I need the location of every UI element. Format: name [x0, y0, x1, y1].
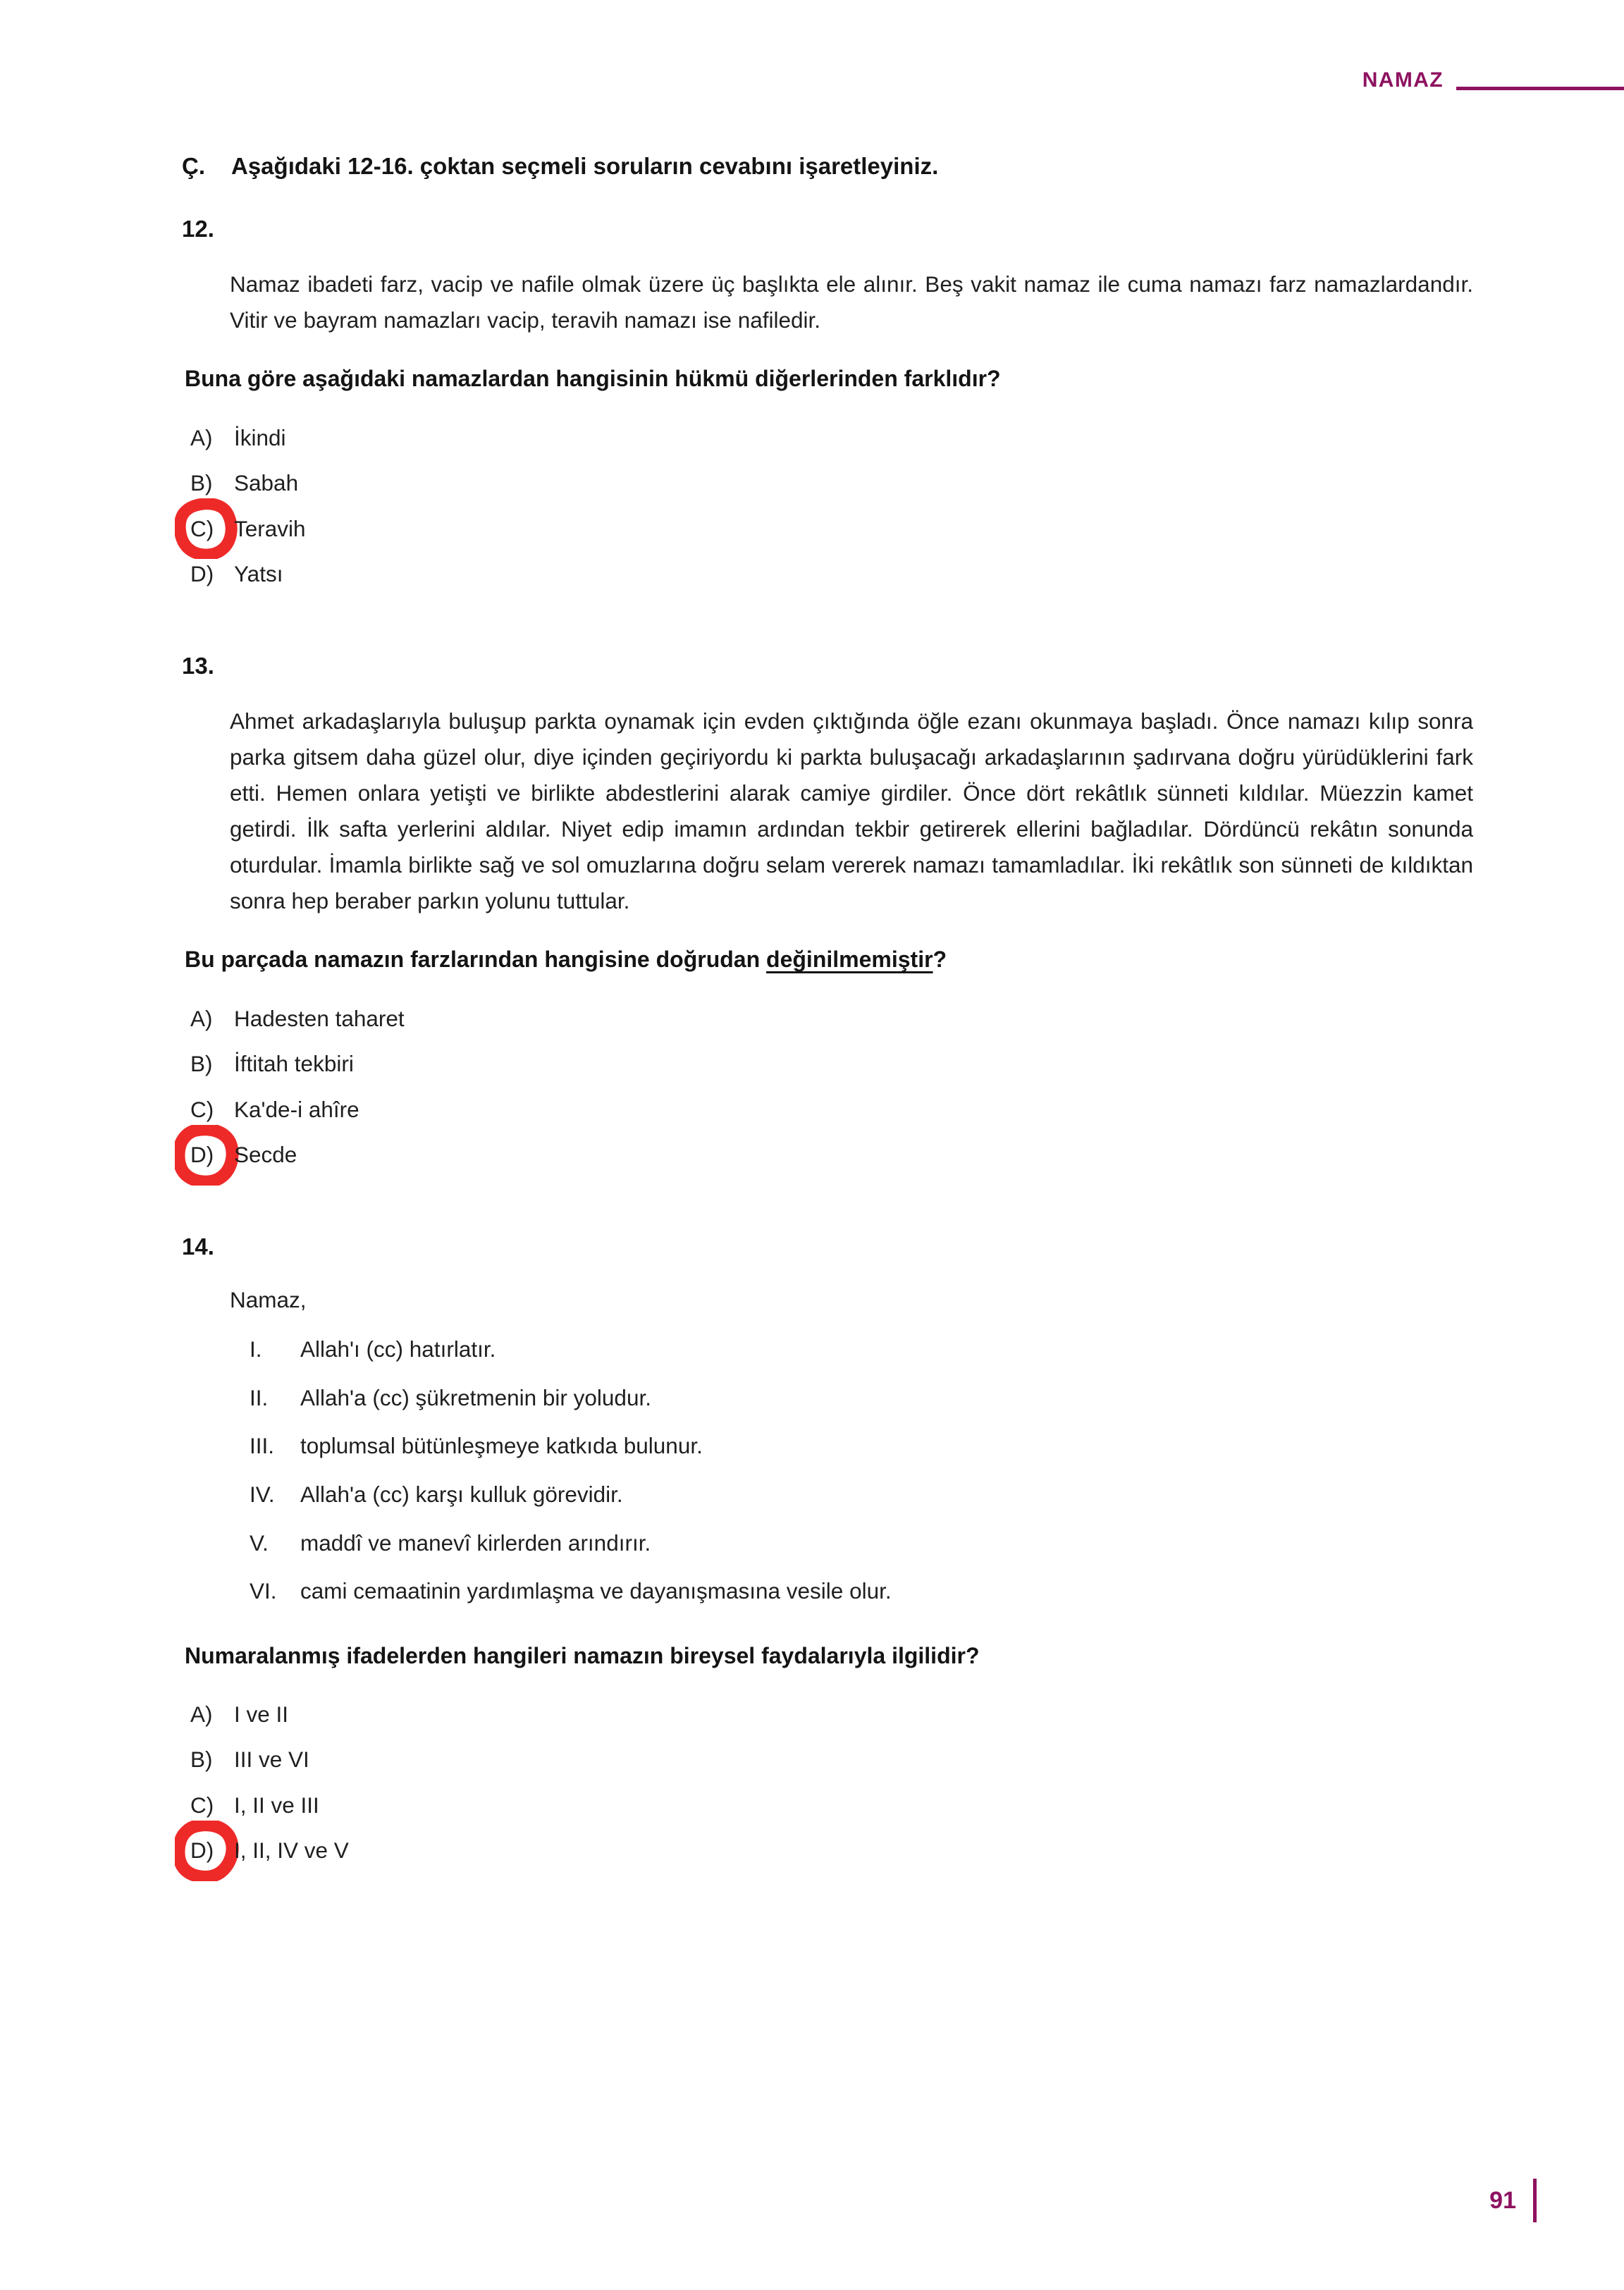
question-13-stem-before: Bu parçada namazın farzlarından hangisine doğrudan [185, 947, 767, 973]
question-13-stem-underlined: değinilmemiştir [766, 947, 933, 973]
option-letter: D) [190, 561, 214, 587]
option-letter: C) [190, 1096, 214, 1122]
question-14-stem [185, 1639, 1479, 1672]
option-14-a[interactable] [190, 1692, 1479, 1737]
option-label: Secde [234, 1142, 297, 1168]
roman-item-text: Allah'ı (cc) hatırlatır. [300, 1336, 496, 1362]
question-13-options [190, 996, 1479, 1178]
roman-item-text: Allah'a (cc) karşı kulluk görevidir. [300, 1482, 623, 1507]
footer-divider-rule [1533, 2179, 1537, 2222]
page-header-title: NAMAZ [1362, 68, 1444, 92]
section-instruction [182, 151, 1479, 183]
roman-list-item [250, 1567, 1479, 1615]
option-13-a[interactable] [190, 996, 1479, 1042]
roman-list-item [250, 1470, 1479, 1519]
question-13-passage-text: Ahmet arkadaşlarıyla buluşup parkta oynamak için evden çıktığında öğle ezanı okunmaya başladı. Önce namazı kılıp sonra parka gitsem daha güzel olur, diye içinden geçiriyordu ki parkta buluşacağı arkadaşlarının şadırvana doğru yürüdüklerini fark etti. Hemen onlara yetişti ve birlikte abdestlerini alarak camiye girdiler. Önce dört rekâtlık sünneti kıldılar. Müezzin kamet getirdi. İlk safta yerlerini aldılar. Niyet edip imamın ardından tekbir getirerek ellerini bağladılar. Dördüncü rekâtın sonunda oturdular. İmamla birlikte sağ ve sol omuzlarına doğru selam vererek namazı tamamladılar. İki rekâtlık son sünneti de kıldıktan sonra hep beraber parkın yolunu tuttular. [230, 708, 1473, 914]
roman-numeral: I. [250, 1336, 262, 1362]
question-14-options [190, 1692, 1479, 1873]
option-12-c[interactable] [190, 506, 1479, 552]
roman-numeral: V. [250, 1529, 269, 1556]
option-letter: A) [190, 1005, 213, 1031]
option-14-c[interactable] [190, 1783, 1479, 1828]
page-header [0, 59, 1624, 101]
question-13-stem [185, 943, 1479, 975]
page-number: 91 [1489, 2187, 1516, 2214]
question-13 [182, 652, 1479, 1178]
option-label: Sabah [234, 470, 299, 496]
question-14-roman-list [250, 1325, 1479, 1615]
option-letter: C) [190, 515, 214, 541]
option-label: İkindi [234, 424, 286, 450]
option-label: Hadesten taharet [234, 1005, 405, 1031]
option-12-b[interactable] [190, 460, 1479, 506]
instruction-letter: Ç. [182, 153, 205, 179]
option-label: I, II ve III [234, 1792, 319, 1818]
option-13-b[interactable] [190, 1041, 1479, 1087]
question-14-stem-text: Numaralanmış ifadelerden hangileri namazın bireysel faydalarıyla ilgilidir? [185, 1642, 980, 1668]
roman-numeral: II. [250, 1384, 269, 1410]
option-14-b[interactable] [190, 1737, 1479, 1783]
roman-list-item [250, 1374, 1479, 1422]
question-12-stem [185, 362, 1479, 395]
spacer [182, 607, 1479, 652]
instruction-text: Aşağıdaki 12-16. çoktan seçmeli soruların cevabını işaretleyiniz. [231, 153, 939, 179]
option-14-d[interactable] [190, 1828, 1479, 1873]
roman-numeral: III. [250, 1433, 275, 1459]
roman-numeral: VI. [250, 1578, 277, 1604]
option-letter: B) [190, 1051, 213, 1077]
spacer [182, 1188, 1479, 1233]
roman-numeral: IV. [250, 1482, 275, 1507]
option-letter: B) [190, 470, 213, 496]
option-label: I, II, IV ve V [234, 1837, 349, 1864]
page-content [182, 151, 1479, 1883]
option-13-c[interactable] [190, 1087, 1479, 1133]
option-letter: A) [190, 424, 213, 450]
question-12-number: 12. [182, 215, 214, 242]
option-label: III ve VI [234, 1747, 309, 1773]
option-12-a[interactable] [190, 415, 1479, 461]
question-14 [182, 1233, 1479, 1873]
option-label: İftitah tekbiri [234, 1051, 354, 1077]
question-12-passage-text: Namaz ibadeti farz, vacip ve nafile olmak üzere üç başlıkta ele alınır. Beş vakit namaz ile cuma namazı farz namazlardandır. Vitir ve bayram namazları vacip, teravih namazı ise nafiledir. [230, 271, 1473, 333]
question-12 [182, 215, 1479, 597]
option-letter: C) [190, 1792, 214, 1818]
roman-item-text: maddî ve manevî kirlerden arındırır. [300, 1529, 651, 1556]
option-label: Yatsı [234, 561, 283, 587]
option-letter: A) [190, 1701, 213, 1727]
header-divider-rule [1456, 87, 1624, 90]
question-12-passage [230, 266, 1473, 338]
question-13-number: 13. [182, 652, 214, 679]
page-footer [1489, 2179, 1624, 2222]
question-14-intro: Namaz, [230, 1287, 307, 1313]
option-12-d[interactable] [190, 551, 1479, 597]
option-label: Ka'de-i ahîre [234, 1096, 359, 1122]
question-12-options [190, 415, 1479, 597]
roman-item-text: cami cemaatinin yardımlaşma ve dayanışmasına vesile olur. [300, 1578, 892, 1604]
question-13-passage [230, 703, 1473, 919]
question-13-stem-after: ? [933, 947, 947, 973]
roman-list-item [250, 1422, 1479, 1470]
option-label: I ve II [234, 1701, 289, 1727]
option-13-d[interactable] [190, 1132, 1479, 1178]
option-letter: D) [190, 1142, 214, 1168]
question-12-stem-text: Buna göre aşağıdaki namazlardan hangisinin hükmü diğerlerinden farklıdır? [185, 366, 1001, 392]
roman-list-item [250, 1325, 1479, 1374]
option-letter: B) [190, 1747, 213, 1773]
question-14-number: 14. [182, 1233, 214, 1260]
roman-item-text: toplumsal bütünleşmeye katkıda bulunur. [300, 1433, 703, 1459]
roman-list-item [250, 1519, 1479, 1568]
roman-item-text: Allah'a (cc) şükretmenin bir yoludur. [300, 1384, 651, 1410]
option-letter: D) [190, 1837, 214, 1864]
option-label: Teravih [234, 515, 306, 541]
